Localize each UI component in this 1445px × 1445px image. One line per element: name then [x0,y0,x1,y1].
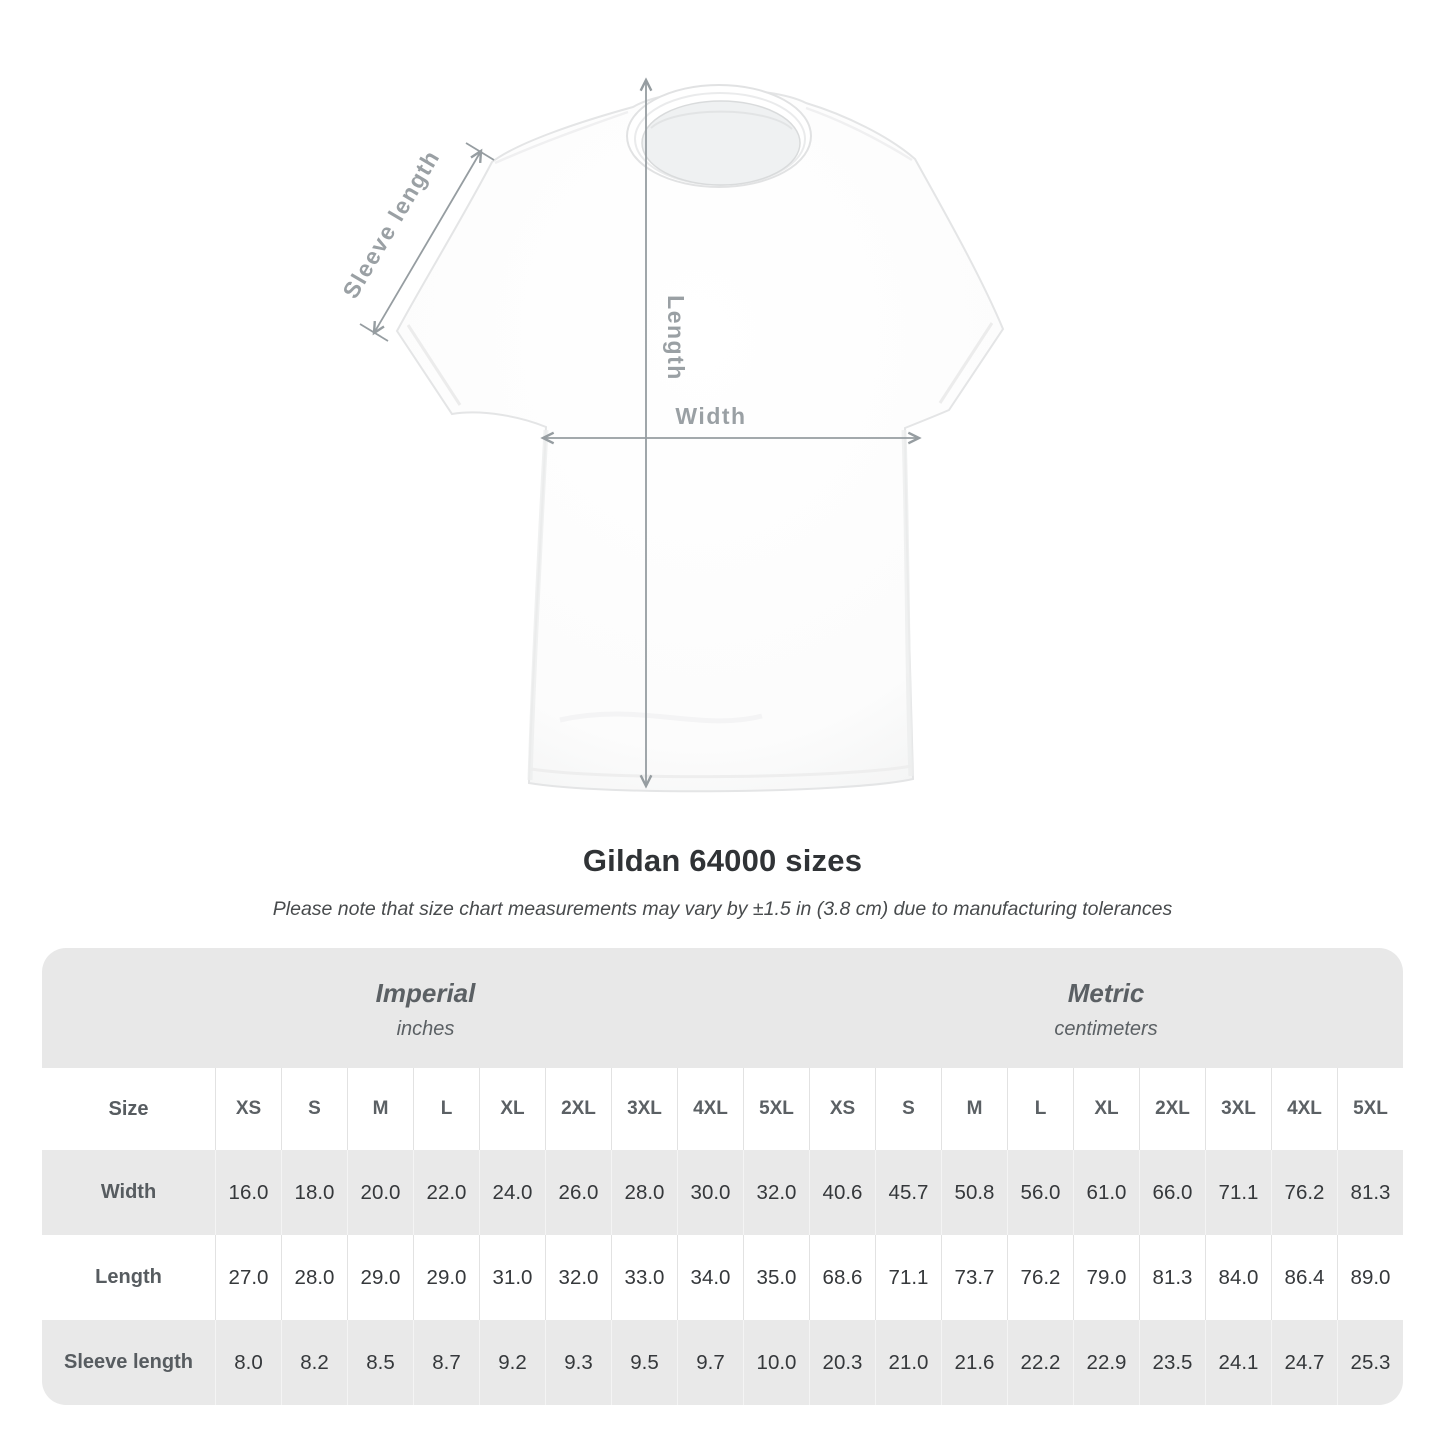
size-col-header: XL [1073,1068,1139,1150]
value-cell: 22.9 [1073,1320,1139,1405]
imperial-header [42,948,809,1068]
metric-label: Metric [1067,977,1145,1008]
value-cell: 31.0 [479,1235,545,1320]
size-col-header: 4XL [1271,1068,1337,1150]
value-cell: 35.0 [743,1235,809,1320]
value-cell: 30.0 [677,1150,743,1235]
value-cell: 26.0 [545,1150,611,1235]
value-cell: 40.6 [809,1150,875,1235]
value-cell: 61.0 [1073,1150,1139,1235]
size-header-row [42,1068,1403,1150]
row-label: Sleeve length [64,1351,193,1373]
value-cell: 28.0 [281,1235,347,1320]
imperial-label: Imperial [375,977,476,1008]
value-cell: 20.0 [347,1150,413,1235]
value-cell: 8.0 [215,1320,281,1405]
value-cell: 21.6 [941,1320,1007,1405]
value-cell: 76.2 [1271,1150,1337,1235]
size-col-header: 3XL [611,1068,677,1150]
value-cell: 73.7 [941,1235,1007,1320]
size-corner-label: Size [108,1097,149,1120]
value-cell: 33.0 [611,1235,677,1320]
size-col-header: XS [809,1068,875,1150]
size-col-header: L [413,1068,479,1150]
value-cell: 71.1 [1205,1150,1271,1235]
value-cell: 76.2 [1007,1235,1073,1320]
value-cell: 34.0 [677,1235,743,1320]
row-label: Length [95,1266,162,1288]
size-col-header: L [1007,1068,1073,1150]
value-cell: 22.2 [1007,1320,1073,1405]
value-cell: 84.0 [1205,1235,1271,1320]
value-cell: 24.7 [1271,1320,1337,1405]
size-col-header: 2XL [545,1068,611,1150]
size-col-header: XS [215,1068,281,1150]
value-cell: 22.0 [413,1150,479,1235]
value-cell: 56.0 [1007,1150,1073,1235]
size-col-header: 2XL [1139,1068,1205,1150]
size-table [42,948,1403,1405]
unit-header-row [42,948,1403,1068]
value-cell: 28.0 [611,1150,677,1235]
metric-unit: centimeters [1054,1017,1158,1040]
value-cell: 71.1 [875,1235,941,1320]
value-cell: 24.1 [1205,1320,1271,1405]
row-label: Width [100,1181,157,1203]
size-col-header: 4XL [677,1068,743,1150]
value-cell: 25.3 [1337,1320,1403,1405]
collar-opening [642,101,800,185]
value-cell: 86.4 [1271,1235,1337,1320]
size-col-header: 5XL [1337,1068,1403,1150]
value-cell: 79.0 [1073,1235,1139,1320]
value-cell: 29.0 [347,1235,413,1320]
value-cell: 20.3 [809,1320,875,1405]
width-row [42,1150,1403,1235]
size-col-header: XL [479,1068,545,1150]
value-cell: 18.0 [281,1150,347,1235]
value-cell: 32.0 [743,1150,809,1235]
value-cell: 32.0 [545,1235,611,1320]
sleeve-length-row [42,1320,1403,1405]
size-col-header: S [875,1068,941,1150]
value-cell: 81.3 [1337,1150,1403,1235]
value-cell: 89.0 [1337,1235,1403,1320]
value-cell: 81.3 [1139,1235,1205,1320]
value-cell: 9.5 [611,1320,677,1405]
value-cell: 66.0 [1139,1150,1205,1235]
value-cell: 16.0 [215,1150,281,1235]
tolerance-note: Please note that size chart measurements may vary by ±1.5 in (3.8 cm) due to manufacturing tolerances [272,898,1173,920]
value-cell: 9.7 [677,1320,743,1405]
value-cell: 10.0 [743,1320,809,1405]
value-cell: 45.7 [875,1150,941,1235]
value-cell: 68.6 [809,1235,875,1320]
value-cell: 8.2 [281,1320,347,1405]
metric-header [809,948,1403,1068]
value-cell: 24.0 [479,1150,545,1235]
value-cell: 8.7 [413,1320,479,1405]
value-cell: 23.5 [1139,1320,1205,1405]
value-cell: 27.0 [215,1235,281,1320]
size-col-header: M [347,1068,413,1150]
size-col-header: 3XL [1205,1068,1271,1150]
length-label: Length [663,295,689,381]
width-label: Width [675,403,747,429]
sleeve-length-label: Sleeve length [337,145,445,303]
value-cell: 9.3 [545,1320,611,1405]
size-col-header: S [281,1068,347,1150]
value-cell: 21.0 [875,1320,941,1405]
size-col-header: 5XL [743,1068,809,1150]
size-col-header: M [941,1068,1007,1150]
value-cell: 29.0 [413,1235,479,1320]
value-cell: 8.5 [347,1320,413,1405]
chart-title: Gildan 64000 sizes [582,843,863,878]
imperial-unit: inches [396,1017,455,1040]
value-cell: 9.2 [479,1320,545,1405]
value-cell: 50.8 [941,1150,1007,1235]
length-row [42,1235,1403,1320]
